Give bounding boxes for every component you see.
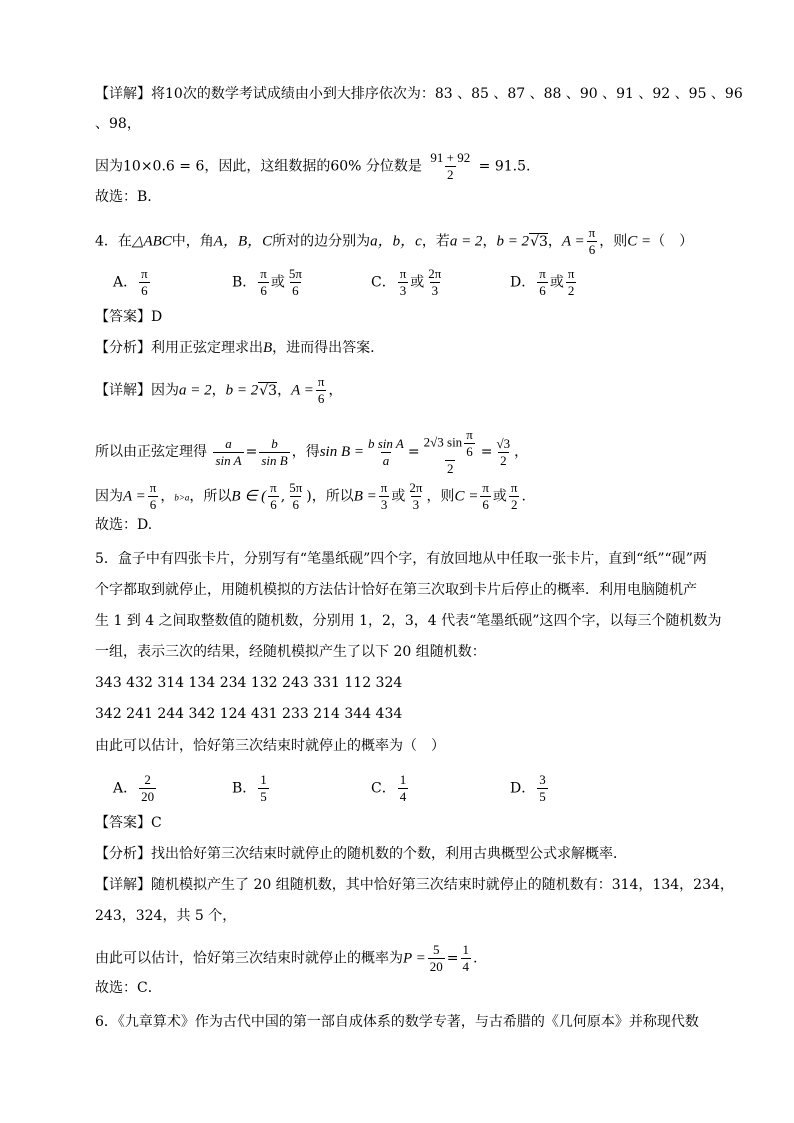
- A-eq: A =: [291, 382, 314, 399]
- num: [422, 427, 479, 460]
- q3-fraction: [428, 150, 472, 183]
- C-eq: C =: [454, 488, 479, 505]
- B-eq: B =: [353, 488, 377, 505]
- num: 1: [462, 942, 469, 957]
- q5-option-a[interactable]: [113, 772, 158, 805]
- sqrt-expr: 2√3 sin: [423, 434, 463, 450]
- q3-result: = 91.5.: [478, 158, 531, 175]
- or: 或: [270, 274, 285, 291]
- option-label: B．: [232, 274, 257, 291]
- den: 6: [539, 283, 546, 298]
- den: 6: [292, 283, 299, 298]
- q4-a-value: a = 2: [449, 233, 483, 250]
- q5-detail-3: 由此可以估计，恰好第三次结束时就停止的概率为P = $\frac{5}{20}$ = $\frac{1}{4}$ .: [95, 942, 478, 974]
- answer-tag: 【答案】: [95, 309, 151, 325]
- num: π: [466, 427, 473, 442]
- sinB-result: [495, 436, 513, 469]
- analysis-text: 利用正弦定理求出: [151, 340, 263, 356]
- num: π: [482, 480, 489, 495]
- num: π: [270, 480, 277, 495]
- den: 2: [510, 497, 518, 512]
- q3-frac-den: 2: [447, 167, 454, 182]
- q5-line-4: 一组，表示三次的结果，经随机模拟产生了以下 20 组随机数：: [95, 644, 486, 660]
- num: π: [399, 266, 407, 281]
- B-in: B ∈ (: [231, 488, 267, 505]
- analysis-tag: 【分析】: [95, 340, 151, 356]
- q4-then: ，则: [599, 233, 628, 250]
- sqrt-3: √3: [530, 233, 548, 250]
- q5-question: 由此可以估计，恰好第三次结束时就停止的概率为（ ）: [95, 738, 445, 754]
- den: 5: [260, 789, 267, 804]
- den: sin B: [261, 452, 288, 468]
- num: b sin A: [368, 435, 404, 451]
- P-eq: P =: [403, 950, 426, 967]
- q4-angles: A，B，C: [213, 233, 273, 250]
- q4-detail-2: 所以由正弦定理得 $\frac{a}{\text{sin A}}$ = $\frac{b}{\text{sin B}}$ ，得sin B = $\frac{\text{b sin A}}{a}$ = 2√3 sin $\frac{\pi}{6}$ 2 = $\frac{√3}{2}$ ，: [95, 427, 529, 476]
- den: 2: [446, 461, 454, 476]
- sqrt-3-text: 3: [268, 382, 278, 399]
- q4-stem: 4．在△ABC中，角A，B，C所对的边分别为a，b，c，若a = 2，b = 2√3，A = $\frac{\pi}{6}$ ，则C =（ ）: [95, 225, 694, 257]
- or: 或: [410, 274, 425, 291]
- detail-text: 因为: [151, 382, 179, 399]
- q4-analysis: [95, 338, 375, 358]
- num: π: [317, 374, 325, 389]
- q4-text: 中，角: [171, 233, 214, 250]
- option-frac: [258, 266, 269, 299]
- den: 3: [399, 283, 407, 298]
- q6-line-1: 6．《九章算术》作为古代中国的第一部自成体系的数学专著，与古希腊的《几何原本》并称现代数: [95, 1014, 699, 1030]
- sinB-value-frac: [422, 427, 479, 477]
- A-frac: [148, 480, 159, 513]
- sqrt-3: √3: [259, 382, 278, 399]
- den: 4: [462, 959, 469, 974]
- den: 6: [260, 283, 267, 298]
- den: 2: [500, 452, 507, 468]
- q3-detail-text: 将10次的数学考试成绩由小到大排序依次为：83 、85 、87 、88 、90 、91 、92 、95 、96: [151, 86, 743, 102]
- q4-option-b[interactable]: [232, 266, 306, 299]
- q4-detail-1: 【详解】因为a = 2，b = 2√3，A = $\frac{\pi}{6}$ ，: [95, 374, 343, 406]
- q4-answer: [95, 307, 162, 327]
- sinB-eq: sin B =: [319, 444, 364, 460]
- a-value: a = 2: [179, 382, 212, 399]
- den: 6: [292, 497, 299, 512]
- option-frac: [287, 266, 304, 299]
- B-frac-1: [379, 480, 390, 513]
- num: π: [260, 266, 267, 281]
- option-frac: [537, 772, 548, 805]
- den: 20: [141, 789, 155, 804]
- q4-option-c[interactable]: [371, 266, 445, 299]
- C-frac-1: [480, 480, 491, 513]
- option-label: A．: [113, 780, 138, 797]
- q5-choose: 故选：C．: [95, 980, 162, 996]
- b-value: b = 2: [225, 382, 259, 399]
- q3-detail-line: [95, 84, 743, 104]
- q5-line-3: 生 1 到 4 之间取整数值的随机数，分别用 1，2，3，4 代表“笔墨纸砚”这四个字，以每三个随机数为: [95, 613, 722, 629]
- q4-A-frac: [587, 225, 598, 258]
- option-label: C．: [371, 274, 396, 291]
- num: π: [141, 266, 148, 281]
- option-frac: [258, 772, 269, 805]
- num: √3: [496, 435, 511, 451]
- q5-random-numbers-2: 342 241 244 342 124 431 233 214 344 434: [95, 706, 403, 722]
- den: 6: [482, 497, 489, 512]
- option-label: B．: [232, 780, 257, 797]
- den: 6: [149, 497, 157, 512]
- answer-value: D: [151, 309, 163, 325]
- option-frac: [398, 772, 409, 805]
- den: 6: [588, 242, 596, 257]
- option-frac: [537, 266, 548, 299]
- option-frac: [139, 772, 156, 805]
- den: 3: [412, 497, 420, 512]
- q5-line-2: 个字都取到就停止，用随机模拟的方法估计恰好在第三次取到卡片后停止的概率．利用电脑随机产: [95, 582, 697, 598]
- A-frac: [316, 374, 327, 407]
- option-label: A．: [113, 274, 138, 291]
- num: 2π: [409, 480, 423, 495]
- q4-C-eq: C =: [627, 233, 652, 250]
- den: 3: [431, 283, 439, 298]
- q3-because-line: [95, 150, 530, 183]
- q4-text2: 所对的边分别为: [272, 233, 371, 250]
- detail-text: 因为: [95, 488, 123, 505]
- q5-line-1: 5．盒子中有四张卡片，分别写有“笔墨纸砚”四个字，有放回地从中任取一张卡片，直到“纸”“砚”两: [95, 551, 707, 567]
- detail-text: 随机模拟产生了 20 组随机数，其中恰好第三次结束时就停止的随机数有：314，134，234，: [151, 877, 734, 893]
- interval-high: [287, 480, 304, 513]
- law-of-sines-frac-a: [213, 436, 243, 469]
- detail-tag: 【详解】: [95, 382, 151, 399]
- den: 2: [567, 283, 575, 298]
- q5-detail-1: [95, 875, 734, 895]
- detail-text: 所以由正弦定理得: [95, 444, 207, 460]
- option-frac: [139, 266, 150, 299]
- or: 或: [549, 274, 564, 291]
- q3-frac-num: 91 + 92: [430, 150, 471, 165]
- q4-option-a[interactable]: [113, 266, 152, 299]
- num: 1: [399, 772, 407, 787]
- detail-text: ，所以: [189, 488, 232, 505]
- detail-tag: 【详解】: [95, 877, 151, 893]
- option-frac: [566, 266, 577, 299]
- num: 3: [539, 772, 546, 787]
- num: 5π: [288, 266, 302, 281]
- interval-low: [268, 480, 279, 513]
- num: π: [588, 225, 596, 240]
- sinB-frac: [366, 436, 406, 469]
- q5-detail-2: 243，324，共 5 个，: [95, 908, 237, 924]
- B-frac-2: [407, 480, 424, 513]
- option-frac: [426, 266, 443, 299]
- num: π: [510, 480, 518, 495]
- q4-b-value: b = 2: [496, 233, 530, 250]
- den: 6: [270, 497, 277, 512]
- den: 6: [141, 283, 148, 298]
- q4-option-d[interactable]: [510, 266, 578, 299]
- den: 4: [399, 789, 407, 804]
- option-frac: [398, 266, 409, 299]
- detail-text: ，则: [426, 488, 455, 505]
- q4-A-eq: A =: [561, 233, 585, 250]
- detail-text: ，所以: [311, 488, 354, 505]
- P-frac-1: [428, 942, 445, 975]
- num: 5: [433, 942, 440, 957]
- num: π: [380, 480, 388, 495]
- q4-detail-3: 因为A = $\frac{\pi}{6}$ ，b>a，所以B ∈ ( $\frac{\pi}{6}$ , $\frac{5\pi}{6}$ )，所以B = $\frac{\pi}{3}$ 或 $\frac{2\pi}{3}$ ，则C = $\frac{\pi}{6}$ 或 $\frac{\pi}{2}$ .: [95, 480, 526, 512]
- inner-frac: [464, 427, 475, 460]
- P-frac-2: [461, 942, 472, 975]
- detail-text: ，得: [291, 444, 320, 460]
- q5-option-d[interactable]: [510, 772, 550, 805]
- q5-random-numbers-1: 343 432 314 134 234 132 243 331 112 324: [95, 675, 403, 691]
- C-frac-2: [509, 480, 520, 513]
- den: 6: [317, 391, 325, 406]
- num: b: [271, 435, 278, 451]
- detail-tag: 【详解】: [95, 86, 151, 102]
- q5-option-c[interactable]: [371, 772, 410, 805]
- or: 或: [492, 488, 507, 505]
- q4-blank: （ ）: [651, 233, 694, 250]
- den: 20: [429, 959, 443, 974]
- answer-value: C: [151, 815, 162, 831]
- num: 2: [144, 772, 151, 787]
- q4-choose: 故选：D.: [95, 517, 153, 533]
- den: sin A: [215, 452, 242, 468]
- q5-answer: [95, 813, 162, 833]
- num: a: [225, 435, 232, 451]
- q3-choose: 故选：B.: [95, 189, 152, 205]
- den: 3: [380, 497, 388, 512]
- b-gt-a: b>a: [174, 492, 190, 503]
- law-of-sines-frac-b: [259, 436, 289, 469]
- option-label: C．: [371, 780, 396, 797]
- option-label: D．: [510, 274, 536, 291]
- q4-text3: ，若: [421, 233, 450, 250]
- q5-analysis: [95, 844, 627, 864]
- or: 或: [391, 488, 406, 505]
- den: 6: [466, 444, 473, 459]
- sqrt-3-text: 3: [538, 233, 548, 250]
- num: π: [539, 266, 546, 281]
- analysis-var: B: [263, 340, 273, 356]
- q4-triangle: △ABC: [131, 233, 172, 250]
- analysis-tag: 【分析】: [95, 846, 151, 862]
- option-label: D．: [510, 780, 536, 797]
- analysis-text: 找出恰好第三次结束时就停止的随机数的个数，利用古典概型公式求解概率．: [151, 846, 627, 862]
- num: π: [567, 266, 575, 281]
- answer-tag: 【答案】: [95, 815, 151, 831]
- den: 5: [539, 789, 546, 804]
- detail-text: 由此可以估计，恰好第三次结束时就停止的概率为: [95, 950, 403, 967]
- q4-number: 4．在: [95, 233, 132, 250]
- q3-because-text: 因为10×0.6 = 6，因此，这组数据的60% 分位数是: [95, 158, 422, 175]
- den: a: [382, 452, 390, 468]
- q3-detail-cont: 、98，: [95, 116, 141, 132]
- num: π: [149, 480, 157, 495]
- analysis-text-end: ，进而得出答案.: [272, 340, 375, 356]
- q4-sides: a，b，c: [370, 233, 422, 250]
- A-eq: A =: [123, 488, 146, 505]
- num: 2π: [428, 266, 442, 281]
- num: 5π: [289, 480, 303, 495]
- q5-option-b[interactable]: [232, 772, 271, 805]
- num: 1: [260, 772, 267, 787]
